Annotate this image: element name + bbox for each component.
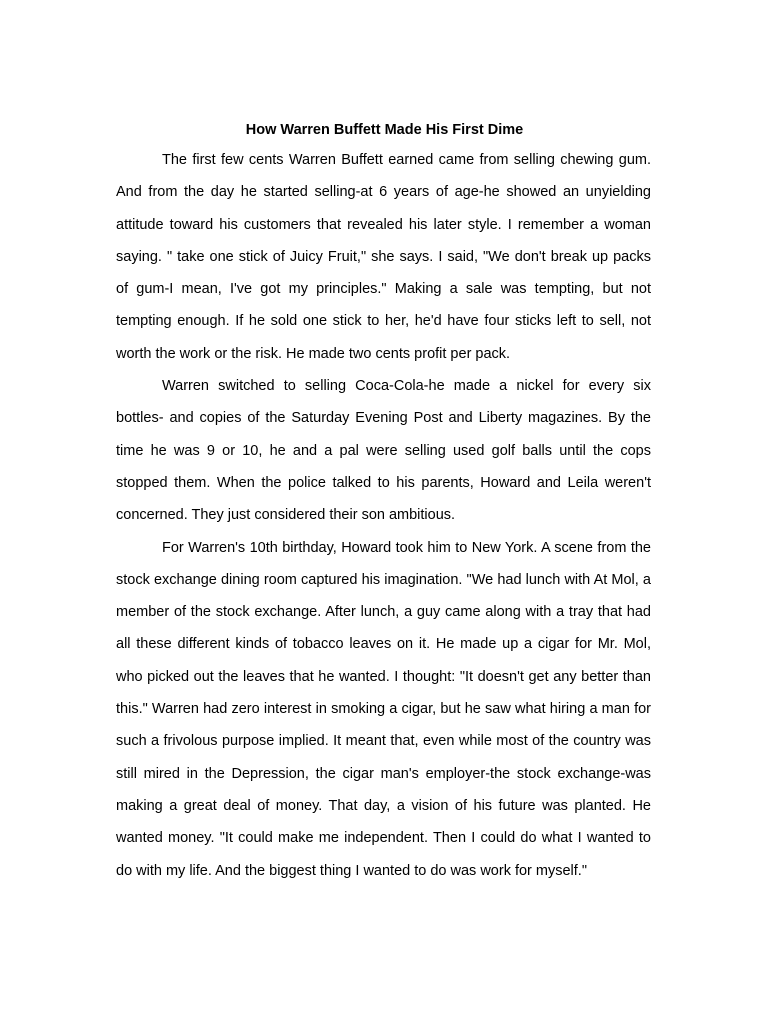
document-page xyxy=(116,119,651,887)
paragraph-3: For Warren's 10th birthday, Howard took him to New York. A scene from the stock exchange dining room captured his imagination. "We had lunch with At Mol, a member of the stock exchange. After lunch, a guy came along with a tray that had all these different kinds of tobacco leaves on it. He made up a cigar for Mr. Mol, who picked out the leaves that he wanted. I thought: "It doesn't get any better than this." Warren had zero interest in smoking a cigar, but he saw what hiring a man for such a frivolous purpose implied. It meant that, even while most of the country was still mired in the Depression, the cigar man's employer-the stock exchange-was making a great deal of money. That day, a vision of his future was planted. He wanted money. "It could make me independent. Then I could do what I wanted to do with my life. And the biggest thing I wanted to do was work for myself." xyxy=(116,539,651,879)
document-title: How Warren Buffett Made His First Dime xyxy=(245,122,524,138)
paragraph-2: Warren switched to selling Coca-Cola-he made a nickel for every six bottles- and copies of the Saturday Evening Post and Liberty magazines. By the time he was 9 or 10, he and a pal were selling used golf balls until the cops stopped them. When the police talked to his parents, Howard and Leila weren't concerned. They just considered their son ambitious. xyxy=(116,378,651,524)
paragraph-1: The first few cents Warren Buffett earned came from selling chewing gum. And from the day he started selling-at 6 years of age-he showed an unyielding attitude toward his customers that revealed his later style. I remember a woman saying. " take one stick of Juicy Fruit," she says. I said, "We don't break up packs of gum-I mean, I've got my principles." Making a sale was tempting, but not tempting enough. If he sold one stick to her, he'd have four sticks left to sell, not worth the work or the risk. He made two cents profit per pack. xyxy=(116,152,651,362)
